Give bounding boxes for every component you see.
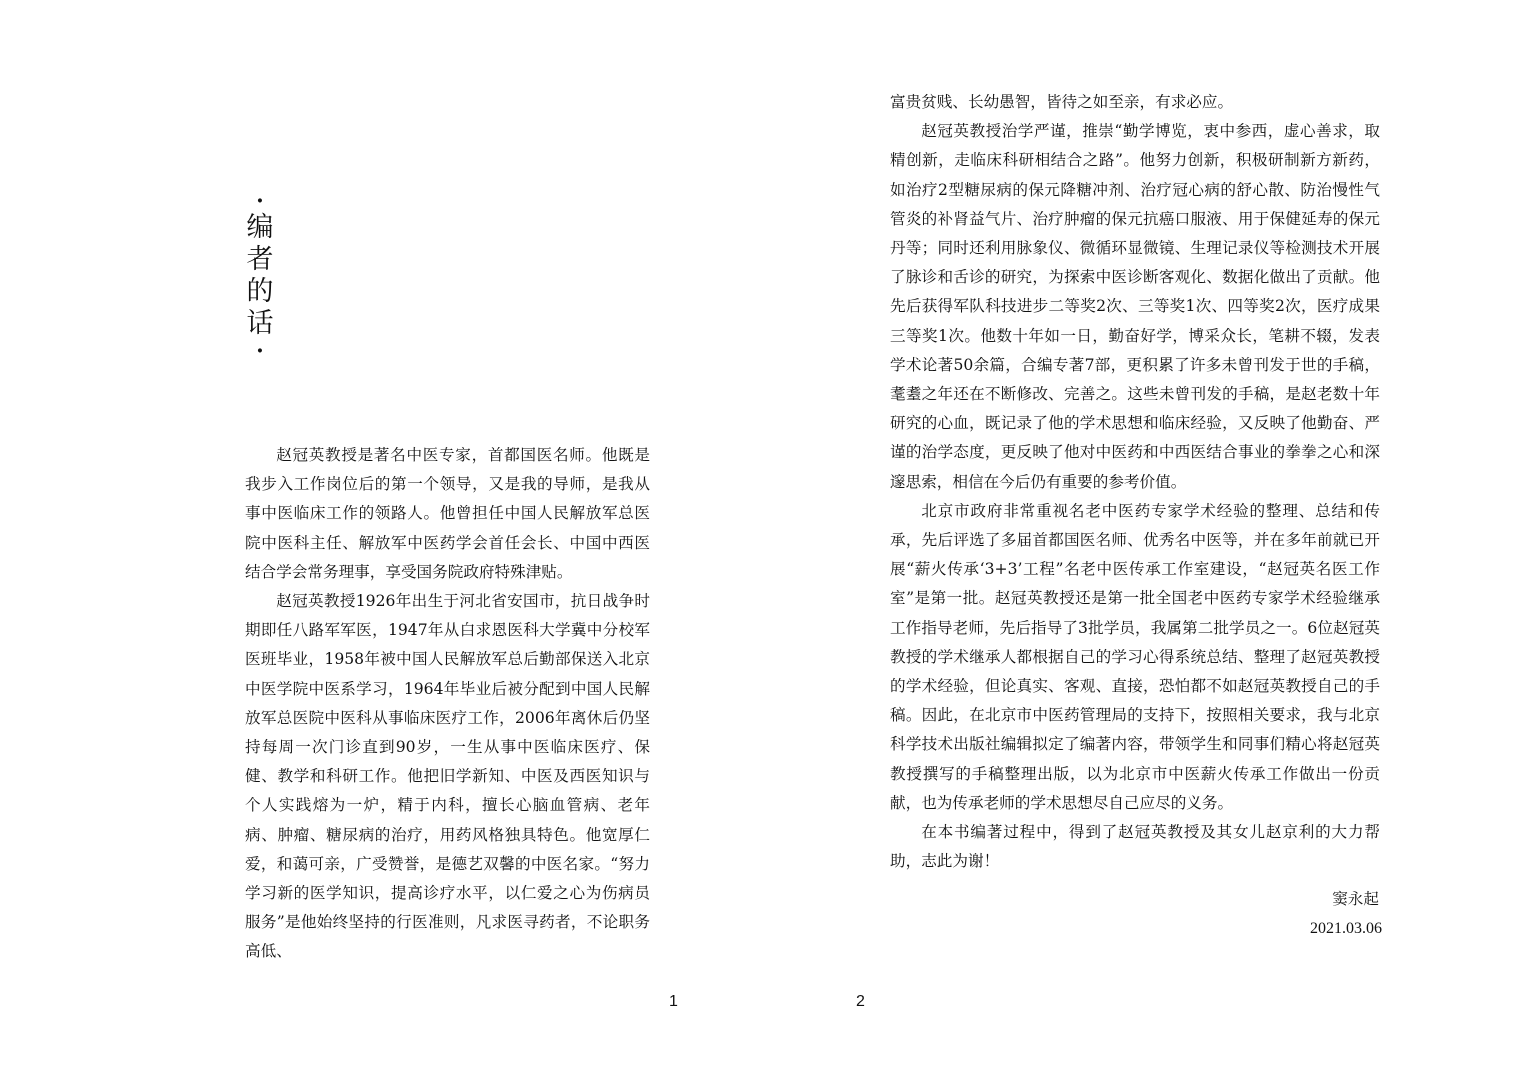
title-char: 编 — [246, 212, 274, 243]
title-dot-top: · — [256, 188, 264, 214]
paragraph: 在本书编著过程中，得到了赵冠英教授及其女儿赵京利的大力帮助，志此为谢！ — [890, 823, 1380, 871]
title-char: 者 — [246, 244, 274, 275]
paragraph: 赵冠英教授是著名中医专家，首都国医名师。他既是我步入工作岗位后的第一个领导，又是我的导师，是我从事中医临床工作的领路人。他曾担任中国人民解放军总医院中医科主任、解放军中医药学会首任会长、中国中西医结合学会常务理事，享受国务院政府特殊津贴。 — [245, 446, 650, 581]
vertical-title — [244, 190, 276, 362]
left-body-text — [245, 441, 650, 967]
paragraph-continuation: 富贵贫贱、长幼愚智，皆待之如至亲，有求必应。 — [890, 93, 1234, 111]
paragraph: 北京市政府非常重视名老中医药专家学术经验的整理、总结和传承，先后评选了多届首都国医名师、优秀名中医等，并在多年前就已开展“薪火传承‘3+3’工程”名老中医传承工作室建设，“赵冠英名医工作室”是第一批。赵冠英教授还是第一批全国老中医药专家学术经验继承工作指导老师，先后指导了3批学员，我属第二批学员之一。6位赵冠英教授的学术继承人都根据自己的学习心得系统总结、整理了赵冠英教授的学术经验，但论真实、客观、直接，恐怕都不如赵冠英教授自己的手稿。因此，在北京市中医药管理局的支持下，按照相关要求，我与北京科学技术出版社编辑拟定了编著内容，带领学生和同事们精心将赵冠英教授撰写的手稿整理出版，以为北京市中医薪火传承工作做出一份贡献，也为传承老师的学术思想尽自己应尽的义务。 — [890, 501, 1380, 812]
page-number: 1 — [669, 993, 678, 1010]
page-number: 2 — [856, 993, 865, 1010]
right-body-text — [890, 88, 1380, 876]
right-page — [765, 0, 1530, 1066]
title-dot-bottom: · — [256, 338, 264, 364]
signature-name: 窦永起 — [1332, 890, 1379, 908]
paragraph: 赵冠英教授治学严谨，推崇“勤学博览，衷中参西，虚心善求，取精创新，走临床科研相结合之路”。他努力创新，积极研制新方新药，如治疗2型糖尿病的保元降糖冲剂、治疗冠心病的舒心散、防治慢性气管炎的补肾益气片、治疗肿瘤的保元抗癌口服液、用于保健延寿的保元丹等；同时还利用脉象仪、微循环显微镜、生理记录仪等检测技术开展了脉诊和舌诊的研究，为探索中医诊断客观化、数据化做出了贡献。他先后获得军队科技进步二等奖2次、三等奖1次、四等奖2次，医疗成果三等奖1次。他数十年如一日，勤奋好学，博采众长，笔耕不辍，发表学术论著50余篇，合编专著7部，更积累了许多未曾刊发于世的手稿，耄耋之年还在不断修改、完善之。这些未曾刊发的手稿，是赵老数十年研究的心血，既记录了他的学术思想和临床经验，又反映了他勤奋、严谨的治学态度，更反映了他对中医药和中西医结合事业的拳拳之心和深邃思索，相信在今后仍有重要的参考价值。 — [890, 122, 1380, 491]
title-char: 的 — [246, 276, 274, 307]
title-char: 话 — [246, 308, 274, 339]
paragraph: 赵冠英教授1926年出生于河北省安国市，抗日战争时期即任八路军军医，1947年从白求恩医科大学冀中分校军医班毕业，1958年被中国人民解放军总后勤部保送入北京中医学院中医系学习，1964年毕业后被分配到中国人民解放军总医院中医科从事临床医疗工作，2006年离休后仍坚持每周一次门诊直到90岁，一生从事中医临床医疗、保健、教学和科研工作。他把旧学新知、中医及西医知识与个人实践熔为一炉，精于内科，擅长心脑血管病、老年病、肿瘤、糖尿病的治疗，用药风格独具特色。他宽厚仁爱，和蔼可亲，广受赞誉，是德艺双馨的中医名家。“努力学习新的医学知识，提高诊疗水平，以仁爱之心为伤病员服务”是他始终坚持的行医准则，凡求医寻药者，不论职务高低、 — [245, 592, 650, 961]
signature-date: 2021.03.06 — [1310, 920, 1382, 937]
